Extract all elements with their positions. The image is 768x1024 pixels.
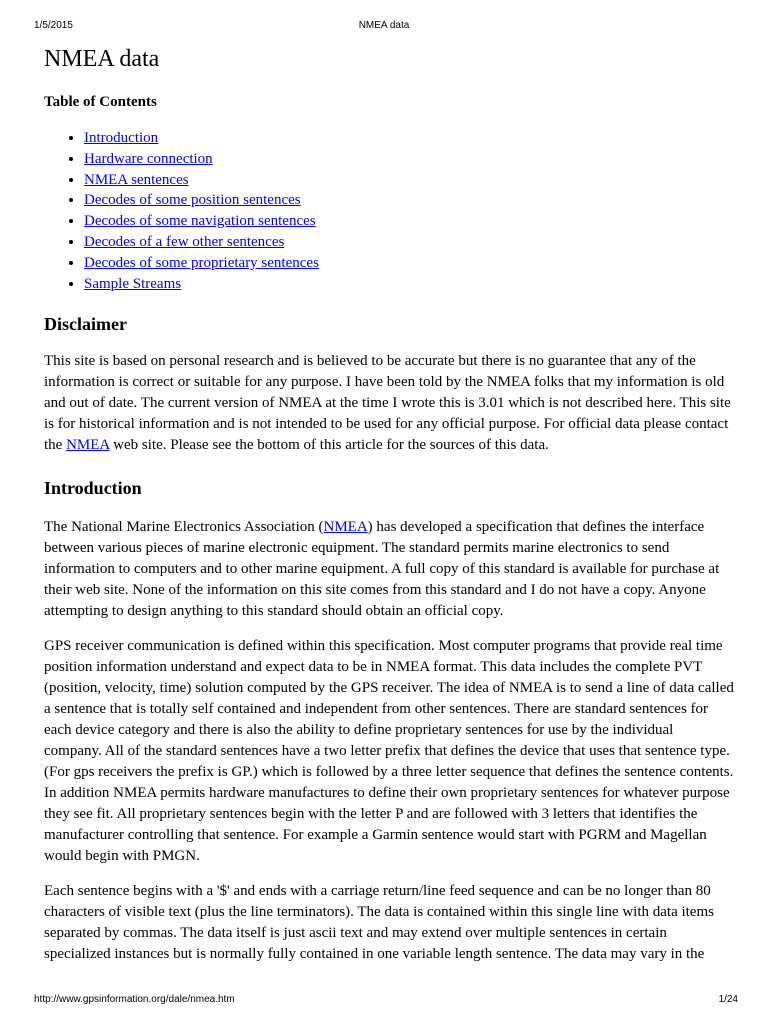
disclaimer-text-end: web site. Please see the bottom of this article for the sources of this data. bbox=[109, 437, 549, 454]
page-title: NMEA data bbox=[44, 46, 160, 72]
toc-link-hardware-connection[interactable]: Hardware connection bbox=[84, 150, 213, 167]
disclaimer-heading: Disclaimer bbox=[44, 314, 127, 335]
toc-link-position-sentences[interactable]: Decodes of some position sentences bbox=[84, 192, 301, 209]
toc-list bbox=[44, 128, 734, 294]
toc-item bbox=[84, 149, 734, 170]
header-date: 1/5/2015 bbox=[34, 20, 73, 31]
toc-heading: Table of Contents bbox=[44, 94, 157, 110]
toc-link-navigation-sentences[interactable]: Decodes of some navigation sentences bbox=[84, 213, 316, 230]
toc-item bbox=[84, 274, 734, 295]
document-body bbox=[44, 42, 734, 965]
toc-link-other-sentences[interactable]: Decodes of a few other sentences bbox=[84, 233, 285, 250]
toc-item bbox=[84, 128, 734, 149]
introduction-paragraph-3: Each sentence begins with a '$' and ends with a carriage return/line feed sequence and can be no longer than 80 characters of visible text (plus the line terminators). The data is contained within this single line with data items separated by commas. The data itself is just ascii text and may extend over multiple sentences in certain specialized instances but is normally fully contained in one variable length sentence. The data may vary in the bbox=[44, 883, 714, 963]
intro-text-end: ) has developed a specification that defines the interface between various pieces of marine electronic equipment. The standard permits marine electronics to send information to computers and to other marine equipment. A full copy of this standard is available for purchase at their web site. None of the information on this site comes from this standard and I do not have a copy. Anyone attempting to design anything to this standard should obtain an official copy. bbox=[44, 519, 720, 620]
toc-item bbox=[84, 170, 734, 191]
footer-url: http://www.gpsinformation.org/dale/nmea.htm bbox=[34, 994, 235, 1005]
introduction-paragraph-2: GPS receiver communication is defined within this specification. Most computer programs that provide real time position information understand and expect data to be in NMEA format. This data includes the complete PVT (position, velocity, time) solution computed by the GPS receiver. The idea of NMEA is to send a line of data called a sentence that is totally self contained and independent from other sentences. There are standard sentences for each device category and there is also the ability to define proprietary sentences for use by the individual company. All of the standard sentences have a two letter prefix that defines the device that uses that sentence type. (For gps receivers the prefix is GP.) which is followed by a three letter sequence that defines the sentence contents. In addition NMEA permits hardware manufactures to define their own proprietary sentences for whatever purpose they see fit. All proprietary sentences begin with the letter P and are followed with 3 letters that identifies the manufacturer controlling that sentence. For example a Garmin sentence would start with PGRM and Magellan would begin with PMGN. bbox=[44, 638, 734, 865]
toc-item bbox=[84, 232, 734, 253]
toc-link-nmea-sentences[interactable]: NMEA sentences bbox=[84, 171, 189, 188]
introduction-paragraph-1 bbox=[44, 517, 734, 622]
toc-link-proprietary-sentences[interactable]: Decodes of some proprietary sentences bbox=[84, 254, 319, 271]
toc-link-introduction[interactable]: Introduction bbox=[84, 130, 159, 146]
disclaimer-text-start: This site is based on personal research and is believed to be accurate but there is no guarantee that any of the information is correct or suitable for any purpose. I have been told by the NMEA folks that my information is old and out of date. The current version of NMEA at the time I wrote this is 3.01 which is not described here. This site is for historical information and is not intended to be used for any official purpose. For official data please contact the bbox=[44, 353, 731, 454]
toc-item bbox=[84, 190, 734, 211]
nmea-link[interactable]: NMEA bbox=[323, 519, 368, 536]
footer-page-number: 1/24 bbox=[718, 994, 738, 1005]
intro-text-start: The National Marine Electronics Association ( bbox=[44, 519, 324, 536]
toc-item bbox=[84, 211, 734, 232]
toc-item bbox=[84, 253, 734, 274]
toc-link-sample-streams[interactable]: Sample Streams bbox=[84, 275, 182, 292]
header-title: NMEA data bbox=[358, 20, 410, 31]
disclaimer-paragraph bbox=[44, 351, 734, 456]
introduction-heading: Introduction bbox=[44, 478, 142, 499]
nmea-link[interactable]: NMEA bbox=[66, 437, 110, 454]
